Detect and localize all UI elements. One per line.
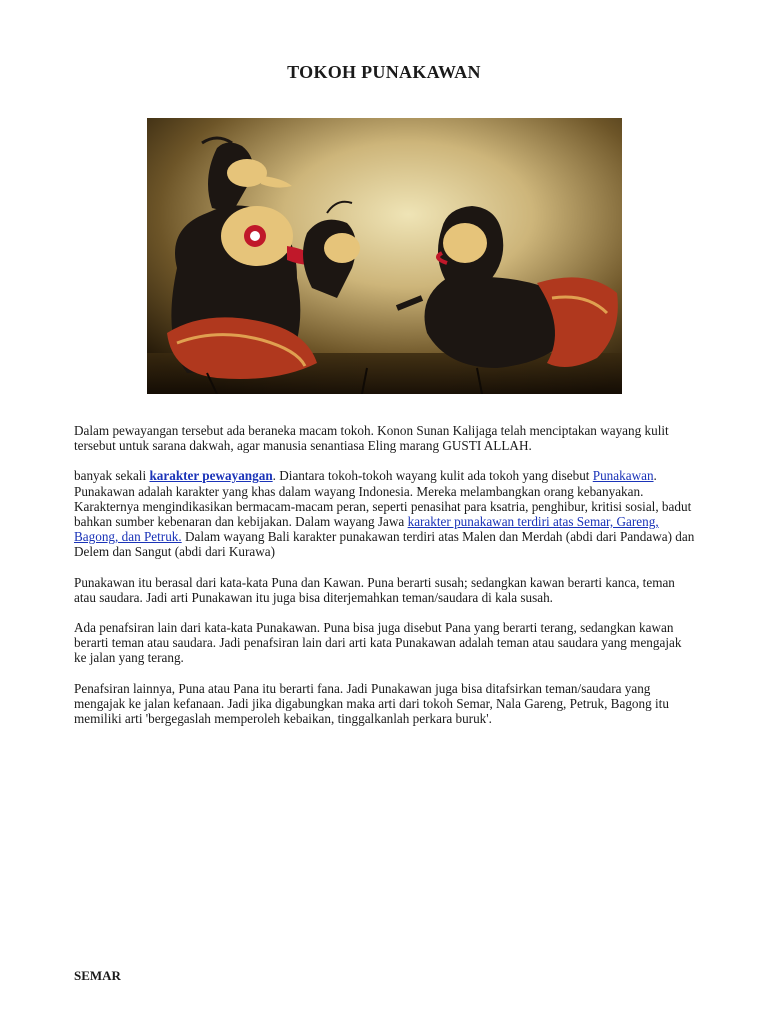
wayang-kulit-punakawan-photo xyxy=(147,118,622,394)
paragraph-3: Punakawan itu berasal dari kata-kata Puna dan Kawan. Puna berarti susah; sedangkan kawan berarti kanca, teman atau saudara. Jadi arti Punakawan itu juga bisa diterjemahkan teman/saudara di kala susah. xyxy=(74,574,675,605)
paragraph-2-text-c: . Punakawan adalah karakter yang khas dalam wayang Indonesia. Mereka melambangkan orang kebanyakan. Karakternya mengindikasikan bermacam-macam peran, seperti penasihat para ksatria, penghibur, kritisi sosial, badut bahkan sumber kebenaran dan kebijakan. Dalam wayang Jawa xyxy=(74,468,692,530)
paragraph-5: Penafsiran lainnya, Puna atau Pana itu berarti fana. Jadi Punakawan juga bisa ditafsirkan teman/saudara yang mengajak ke jalan kefanaan. Jadi jika digabungkan maka arti dari tokoh Semar, Nala Gareng, Petruk, Bagong itu memiliki arti 'bergegaslah memperoleh kebaikan, tinggalkanlah perkara buruk'. xyxy=(74,680,669,727)
link-karakter-punakawan[interactable]: karakter punakawan terdiri atas Semar, Gareng, Bagong, dan Petruk. xyxy=(74,514,659,545)
link-karakter-pewayangan[interactable]: karakter pewayangan xyxy=(149,468,273,484)
paragraph-2-text-b: . Diantara tokoh-tokoh wayang kulit ada tokoh yang disebut xyxy=(272,468,593,484)
link-punakawan[interactable]: Punakawan xyxy=(592,468,654,484)
paragraph-1: Dalam pewayangan tersebut ada beraneka macam tokoh. Konon Sunan Kalijaga telah menciptakan wayang kulit tersebut untuk sarana dakwah, agar manusia senantiasa Eling marang GUSTI ALLAH. xyxy=(74,423,669,454)
paragraph-2-text-d: Dalam wayang Bali karakter punakawan terdiri atas Malen dan Merdah (abdi dari Pandawa) dan Delem dan Sangut (abdi dari Kurawa) xyxy=(74,529,695,560)
page-title: TOKOH PUNAKAWAN xyxy=(287,62,481,82)
section-heading-semar: SEMAR xyxy=(74,968,121,983)
paragraph-4: Ada penafsiran lain dari kata-kata Punakawan. Puna bisa juga disebut Pana yang berarti terang, sedangkan kawan berarti teman atau saudara. Jadi penafsiran lain dari arti kata Punakawan adalah teman atau saudara yang mengajak ke jalan yang terang. xyxy=(74,620,682,666)
paragraph-2-text-a: banyak sekali xyxy=(74,468,150,484)
paragraph-2 xyxy=(74,468,696,559)
article-body xyxy=(74,423,696,741)
